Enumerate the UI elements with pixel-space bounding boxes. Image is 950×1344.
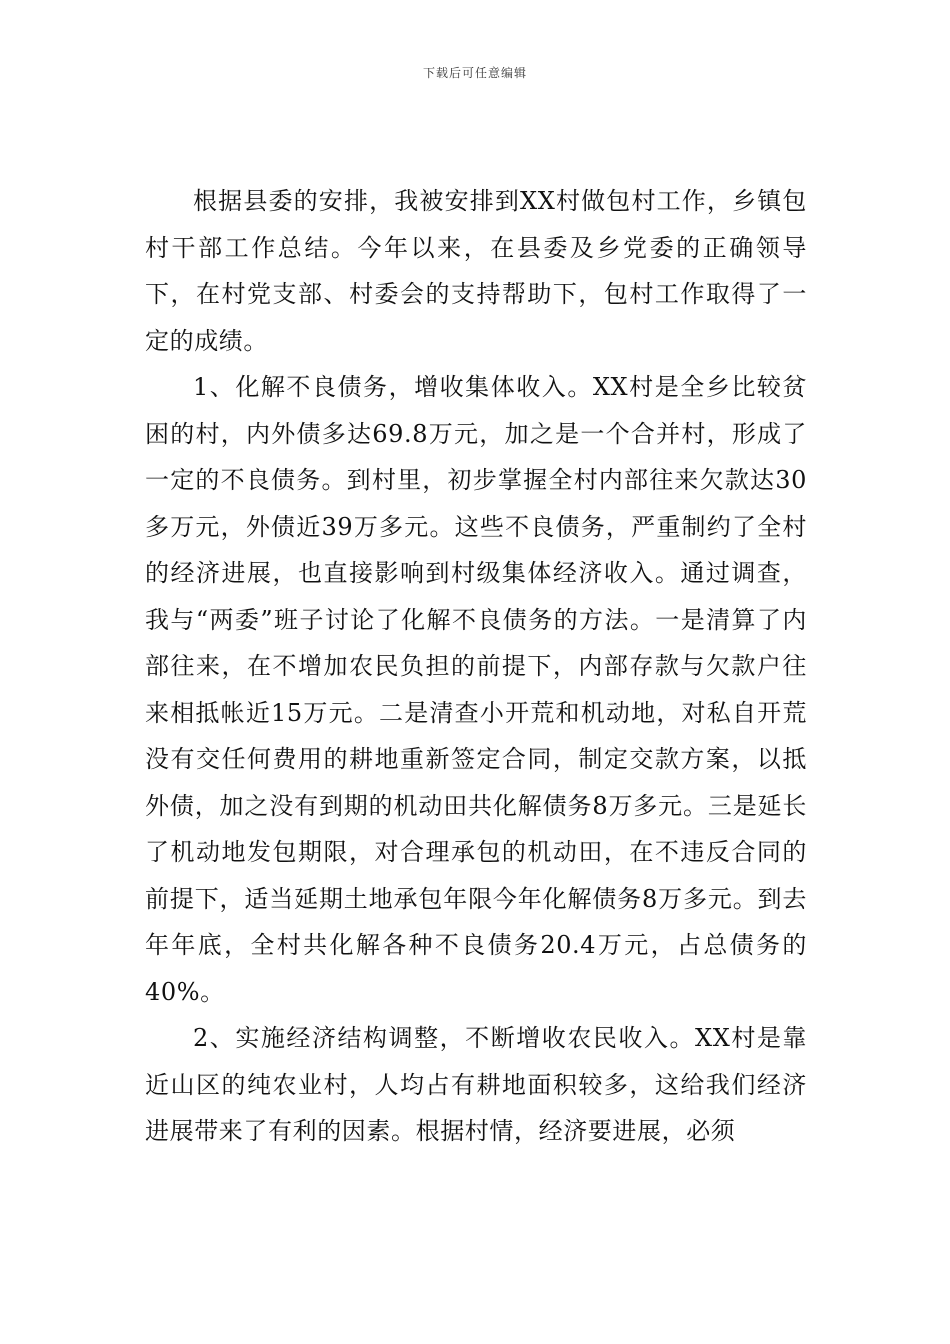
document-body — [145, 178, 807, 1155]
paragraph-debt-resolution: 1、化解不良债务，增收集体收入。XX村是全乡比较贫困的村，内外债多达69.8万元，加之是一个合并村，形成了一定的不良债务。到村里，初步掌握全村内部往来欠款达30多万元，外债近39万多元。这些不良债务，严重制约了全村的经济进展，也直接影响到村级集体经济收入。通过调查，我与“两委”班子讨论了化解不良债务的方法。一是清算了内部往来，在不增加农民负担的前提下，内部存款与欠款户往来相抵帐近15万元。二是清查小开荒和机动地，对私自开荒没有交任何费用的耕地重新签定合同，制定交款方案，以抵外债，加之没有到期的机动田共化解债务8万多元。三是延长了机动地发包期限，对合理承包的机动田，在不违反合同的前提下，适当延期土地承包年限今年化解债务8万多元。到去年年底，全村共化解各种不良债务20.4万元，占总债务的40%。 — [145, 373, 807, 1006]
paragraph-intro: 根据县委的安排，我被安排到XX村做包村工作，乡镇包村干部工作总结。今年以来，在县委及乡党委的正确领导下，在村党支部、村委会的支持帮助下，包村工作取得了一定的成绩。 — [145, 187, 807, 355]
header-note: 下载后可任意编辑 — [422, 66, 527, 80]
paragraph-economic-restructuring: 2、实施经济结构调整，不断增收农民收入。XX村是靠近山区的纯农业村，人均占有耕地面积较多，这给我们经济进展带来了有利的因素。根据村情，经济要进展，必须 — [145, 1024, 807, 1145]
